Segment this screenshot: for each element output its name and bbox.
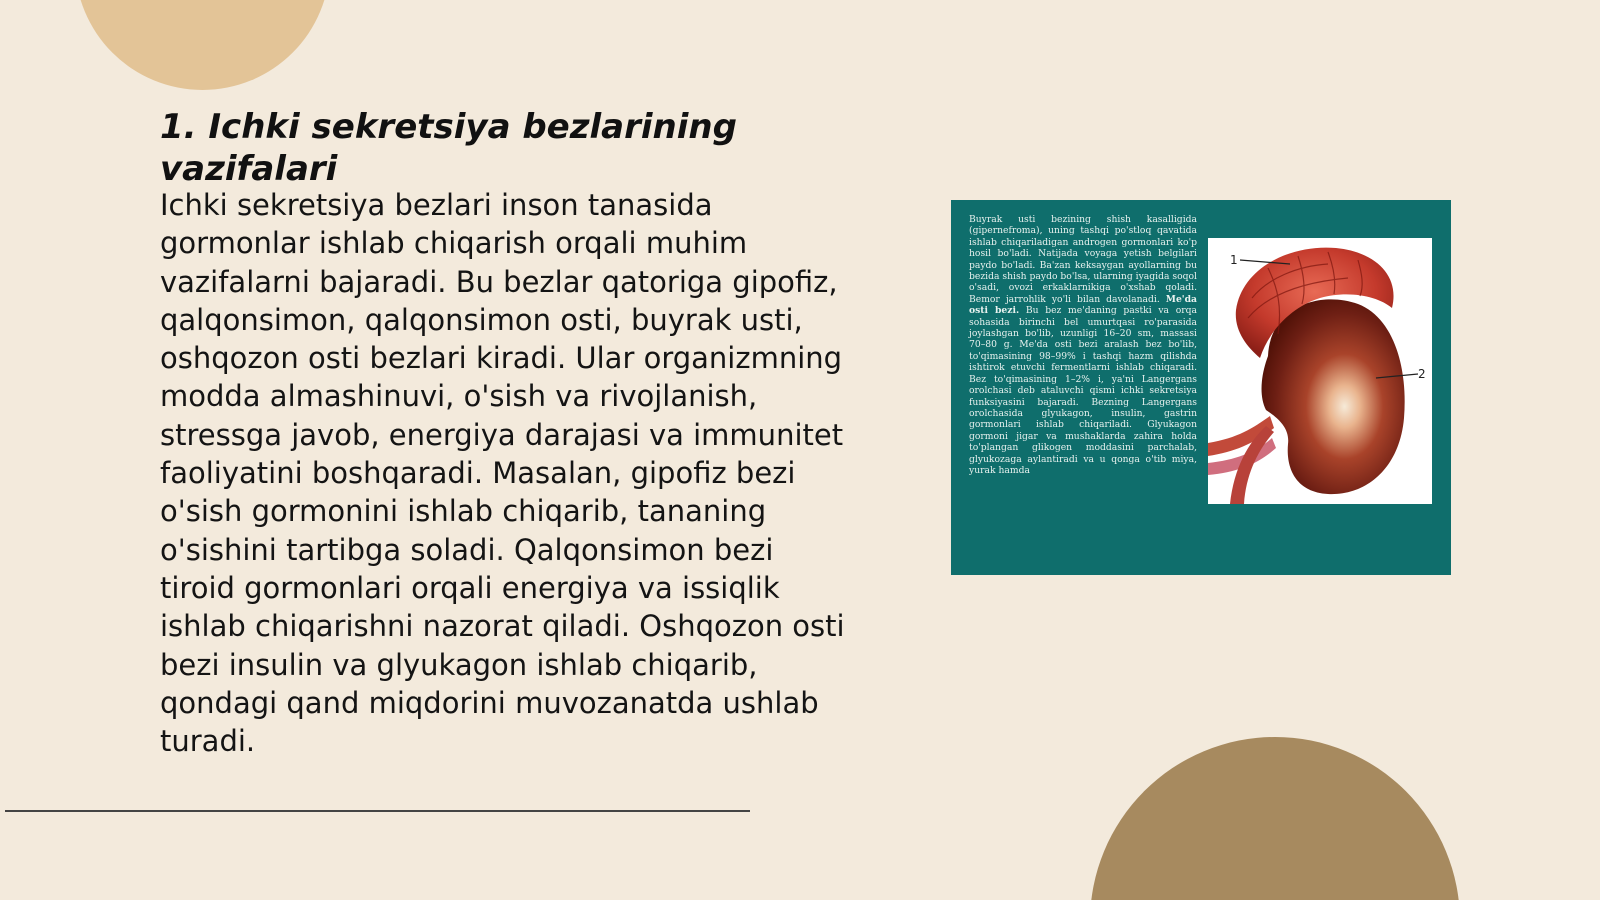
adrenal-kidney-illustration [1208, 238, 1432, 504]
figure-subheading: Me'da osti bezi. [969, 293, 1198, 317]
slide-body-text: Ichki sekretsiya bezlari inson tanasida gormonlar ishlab chiqarish orqali muhim vazifalarni bajaradi. Bu bezlar qatoriga gipofiz, qalqonsimon, qalqonsimon osti, buyrak usti, oshqozon osti bezlari kiradi. Ular organizmning modda almashinuvi, o'sish va rivojlanish, stressga javob, energiya darajasi va immunitet faoliyatini boshqaradi. Masalan, gipofiz bezi o'sish gormonini ishlab chiqarib, tananing o'sishini tartibga soladi. Qalqonsimon bezi tiroid gormonlari orqali energiya va issiqlik ishlab chiqarishni nazorat qiladi. Oshqozon osti bezi insulin va glyukagon ishlab chiqarib, qondagi qand miqdorini muvozanatda ushlab turadi. [160, 188, 845, 759]
figure-text-part1: Buyrak usti bezining shish kasalligida (gipernefroma), uning tashqi po'stloq qavatida ishlab chiqariladigan androgen gormonlari ko'p hosil bo'ladi. Natijada voyaga yetish belgilari paydo bo'ladi. Ba'zan keksaygan ayollarning bu bezida shish paydo bo'lsa, ularning iyagida soqol o'sadi, ovozi erkaklarnikiga o'xshab qoladi. Bemor jarrohlik yo'li bilan davolanadi. [969, 214, 1197, 305]
figure-text-part2: Bu bez me'daning pastki va orqa sohasida birinchi bel umurtqasi ro'parasida joylashgan bo'lib, uzunligi 16–20 sm, massasi 70–80 g. Me'da osti bezi aralash bez bo'lib, to'qimasining 98–99% i tashqi hazm qilishda ishtirok etuvchi fermentlarni ishlab chiqaradi. Bez to'qimasining 1–2% i, ya'ni Langergans orolchasi deb ataluvchi qismi ichki sekretsiya funksiyasini bajaradi. Bezning Langergans orolchasida glyukagon, insulin, gastrin gormonlari ishlab chiqariladi. Glyukagon gormoni jigar va mushaklarda zahira holda to'plangan glikogen moddasini parchalab, glyukozaga aylantiradi va u qonga o'tib miya, yurak hamda [969, 305, 1197, 476]
decorative-circle-top [75, 0, 330, 90]
decorative-circle-bottom [1090, 737, 1460, 900]
figure-illustration-plate [1208, 238, 1432, 504]
figure-label-2: 2 [1418, 367, 1426, 381]
figure-textbook-text [969, 214, 1197, 476]
adrenal-gland-figure [951, 200, 1451, 575]
slide-title: 1. Ichki sekretsiya bezlarining vazifalari [160, 107, 737, 189]
figure-label-1: 1 [1230, 253, 1238, 267]
divider-line [5, 810, 750, 812]
